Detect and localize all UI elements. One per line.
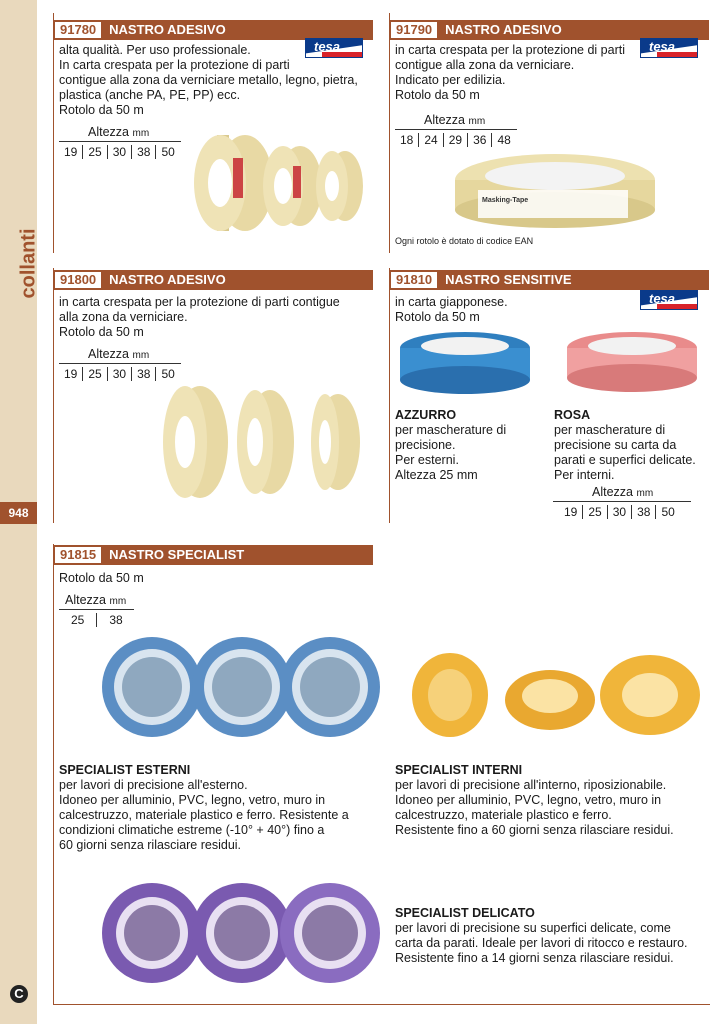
product-description: Rotolo da 50 m <box>59 571 144 585</box>
width-value: 30 <box>607 505 631 519</box>
frame-line <box>53 13 54 253</box>
tape-rolls-image <box>150 380 365 505</box>
frame-line <box>389 13 390 253</box>
product-name: NASTRO SENSITIVE <box>445 272 572 287</box>
width-value: 48 <box>491 133 515 147</box>
azzurro-description: per mascherature di precisione. Per esterni. Altezza 25 mm <box>395 423 507 482</box>
frame-bottom <box>53 1004 710 1005</box>
tesa-logo: tesa <box>640 290 698 310</box>
page-number: 948 <box>0 502 37 524</box>
delicato-title: SPECIALIST DELICATO <box>395 906 535 920</box>
width-value: 38 <box>131 145 155 159</box>
height-label: Altezza mm <box>88 347 150 361</box>
rosa-title: ROSA <box>554 408 591 422</box>
interni-description: per lavori di precisione all'interno, riposizionabile. Idoneo per alluminio, PVC, legno, vetro, muro in calcestruzzo, materiale plastico e ferro. Resistente fino a 60 giorni senza rilasciare residui. <box>395 778 674 837</box>
tape-rolls-image <box>175 128 365 238</box>
height-label: Altezza mm <box>88 125 150 139</box>
rosa-description: per mascherature di precisione su carta da parati e superfici delicate. Per interni. <box>554 423 696 482</box>
esterni-title: SPECIALIST ESTERNI <box>59 763 191 777</box>
product-name: NASTRO ADESIVO <box>109 272 226 287</box>
height-label: Altezza mm <box>592 485 654 499</box>
frame-line <box>53 544 54 1004</box>
width-value: 38 <box>131 367 155 381</box>
specialist-interni-image <box>410 650 710 745</box>
blue-tape-image <box>398 330 533 400</box>
specialist-esterni-image <box>100 635 385 745</box>
width-value: 25 <box>582 505 606 519</box>
height-label: Altezza mm <box>65 593 127 607</box>
height-table <box>559 485 689 525</box>
frame-line <box>53 268 54 523</box>
product-header <box>53 545 373 565</box>
tesa-logo: tesa <box>640 38 698 58</box>
height-table <box>395 113 520 153</box>
product-code: 91800 <box>55 272 101 288</box>
tesa-logo: tesa <box>305 38 363 58</box>
product-code: 91815 <box>55 547 101 563</box>
azzurro-title: AZZURRO <box>395 408 457 422</box>
width-value: 50 <box>155 145 179 159</box>
product-header <box>389 20 709 40</box>
interni-title: SPECIALIST INTERNI <box>395 763 523 777</box>
width-value: 30 <box>107 367 131 381</box>
height-table <box>59 125 184 165</box>
product-description: in carta crespata per la protezione di parti contigue alla zona da verniciare. Indicato per edilizia. Rotolo da 50 m <box>395 43 625 102</box>
esterni-description: per lavori di precisione all'esterno. Idoneo per alluminio, PVC, legno, vetro, muro in calcestruzzo, materiale plastico e ferro. Resistente a condizioni climatiche estreme (-10° + 40°) fino a 60 giorni senza rilasciare residui. <box>59 778 349 852</box>
product-description: in carta giapponese. Rotolo da 50 m <box>395 295 508 324</box>
delicato-description: per lavori di precisione su superfici delicate, come carta da parati. Ideale per lavori di ritocco e restauro. Resistente fino a 14 giorni senza rilasciare residui. <box>395 921 688 965</box>
product-header <box>53 270 373 290</box>
width-value: 19 <box>564 505 578 519</box>
width-value: 25 <box>82 367 106 381</box>
width-value: 25 <box>71 613 85 627</box>
width-value: 24 <box>418 133 442 147</box>
product-description: in carta crespata per la protezione di parti contigue alla zona da verniciare. Rotolo da 50 m <box>59 295 340 339</box>
height-label: Altezza mm <box>424 113 486 127</box>
pink-tape-image <box>565 330 700 400</box>
product-description: alta qualità. Per uso professionale. In carta crespata per la protezione di parti contigue alla zona da verniciare metallo, legno, pietra, plastica (anche PA, PE, PP) ecc. Rotolo da 50 m <box>59 43 358 117</box>
width-value: 38 <box>96 613 134 627</box>
width-value: 30 <box>107 145 131 159</box>
frame-line <box>389 268 390 523</box>
width-value: 25 <box>82 145 106 159</box>
height-table <box>59 593 139 633</box>
category-label: collanti <box>17 228 40 299</box>
width-value: 29 <box>443 133 467 147</box>
product-code: 91810 <box>391 272 437 288</box>
specialist-delicato-image <box>100 878 385 988</box>
svg-text:Masking-Tape: Masking-Tape <box>482 197 529 204</box>
width-value: 19 <box>64 145 78 159</box>
product-name: NASTRO ADESIVO <box>445 22 562 37</box>
brand-logo: C <box>10 985 28 1003</box>
product-header <box>389 270 709 290</box>
product-header <box>53 20 373 40</box>
product-name: NASTRO SPECIALIST <box>109 547 245 562</box>
width-value: 50 <box>155 367 179 381</box>
masking-tape-image <box>450 150 660 230</box>
product-code: 91780 <box>55 22 101 38</box>
width-value: 18 <box>400 133 414 147</box>
width-value: 38 <box>631 505 655 519</box>
ean-note: Ogni rotolo è dotato di codice EAN <box>395 236 534 246</box>
width-value: 50 <box>655 505 679 519</box>
width-value: 19 <box>64 367 78 381</box>
width-value: 36 <box>467 133 491 147</box>
product-code: 91790 <box>391 22 437 38</box>
product-name: NASTRO ADESIVO <box>109 22 226 37</box>
